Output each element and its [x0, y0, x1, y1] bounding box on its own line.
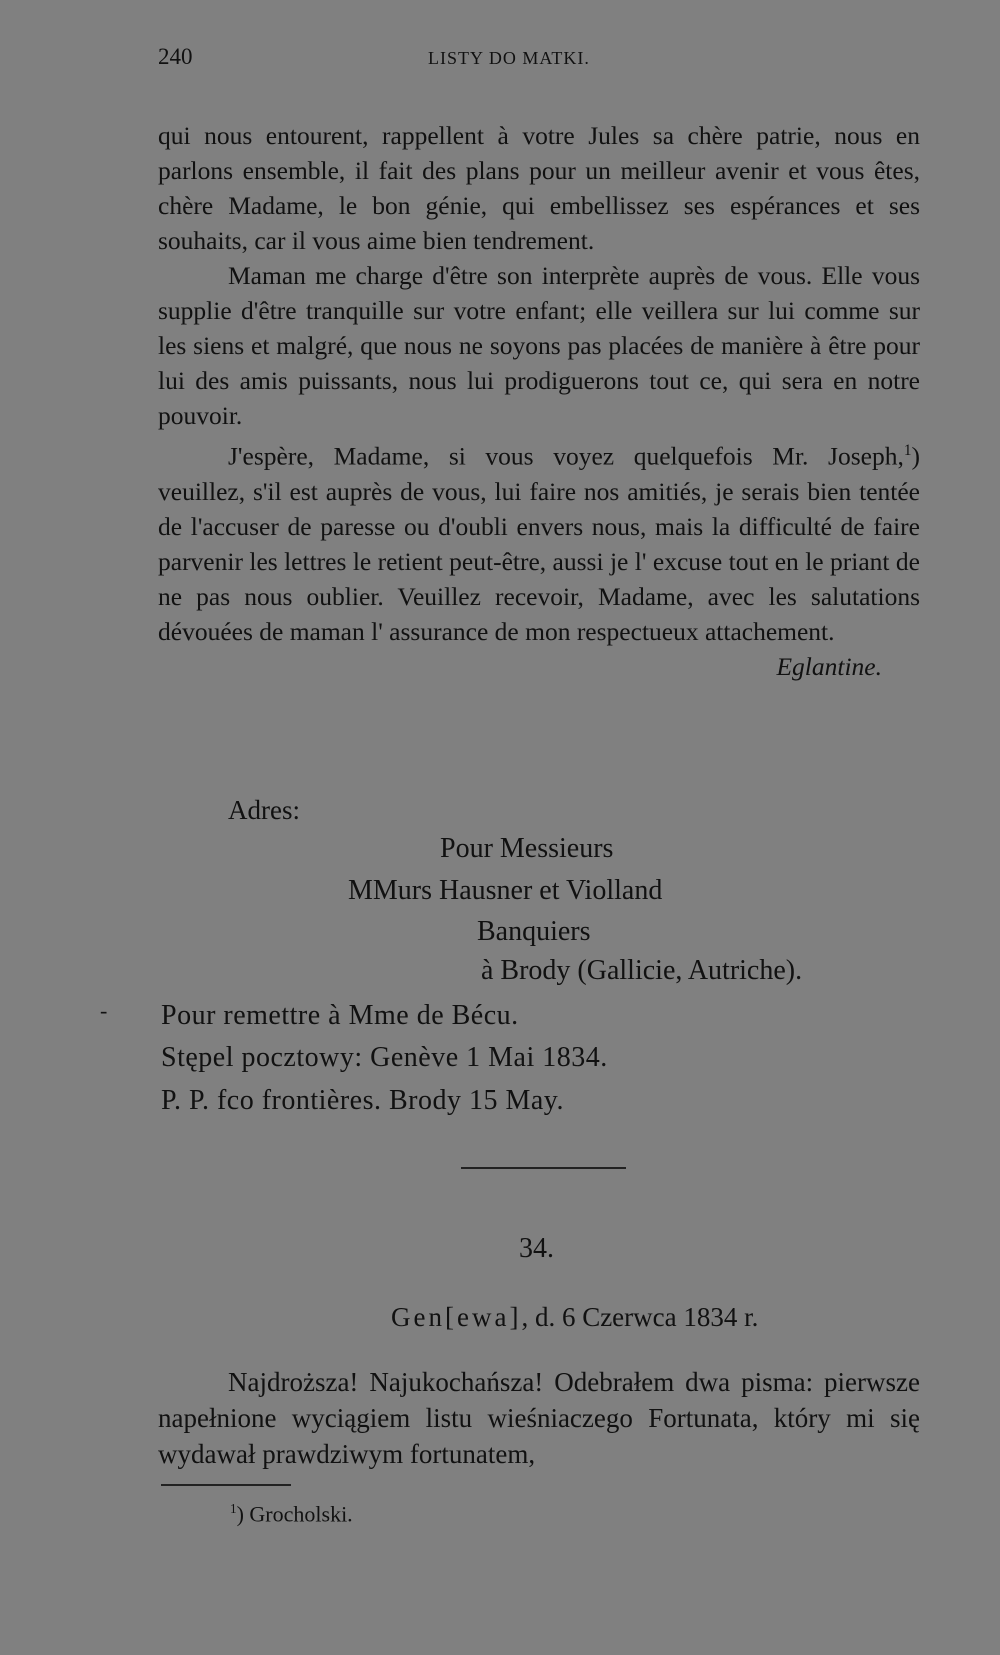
page-number: 240: [158, 44, 193, 69]
footnote-rule: [161, 1484, 291, 1486]
postal-note: P. P. fco frontières. Brody 15 May.: [161, 1085, 564, 1116]
footnote-number: 1: [230, 1501, 237, 1516]
dateline-place: Gen[ewa]: [391, 1302, 522, 1332]
letter-number: 34.: [519, 1233, 554, 1264]
paragraph-3-start: J'espère, Madame, si vous voyez quelquefois Mr. Joseph,: [228, 441, 904, 471]
signature: Eglantine.: [776, 651, 882, 681]
postal-note: Stępel pocztowy: Genève 1 Mai 1834.: [161, 1042, 608, 1073]
paragraph-2: Maman me charge d'être son interprète auprès de vous. Elle vous supplie d'être tranquille sur votre enfant; elle veillera sur lui comme sur les siens et malgré, que nous ne soyons pas placées de manière à être pour lui des amis puissants, nous lui prodiguerons tout ce, qui sera en notre pouvoir.: [158, 261, 920, 430]
paragraph-next: Najdroższa! Najukochańsza! Odebrałem dwa pisma: pierwsze napełnione wyciągiem listu wieśniaczego Fortunata, który mi się wydawał prawdziwym fortunatem,: [158, 1367, 920, 1469]
footnote: [230, 1501, 353, 1527]
paragraph-3-end: ) veuillez, s'il est auprès de vous, lui faire nos amitiés, je serais bien tentée de l'accuser de paresse ou d'oubli envers nous, mais la difficulté de faire parvenir les lettres le retient peut-être, aussi je l' excuse tout en le priant de ne pas nous oublier. Veuillez recevoir, Madame, avec les salutations dévouées de maman l' assurance de mon respectueux attachement.: [158, 441, 920, 646]
running-title: LISTY DO MATKI.: [428, 48, 590, 68]
paragraph-3: [158, 433, 920, 681]
margin-dash: -: [100, 998, 108, 1023]
footnote-reference: 1: [903, 442, 912, 459]
address-line: Pour Messieurs: [440, 833, 614, 864]
letter-body-next: [158, 1364, 920, 1472]
postal-note: Pour remettre à Mme de Bécu.: [161, 1000, 519, 1031]
address-line: MMurs Hausner et Violland: [348, 875, 663, 906]
address-line: à Brody (Gallicie, Autriche).: [481, 955, 803, 986]
letter-body: [158, 118, 920, 684]
section-separator: [461, 1167, 626, 1169]
dateline-date: , d. 6 Czerwca 1834 r.: [521, 1302, 759, 1332]
address-line: Banquiers: [477, 916, 591, 947]
paragraph-1: qui nous entourent, rappellent à votre Jules sa chère patrie, nous en parlons ensemble, il fait des plans pour un meilleur avenir et vous êtes, chère Madame, le bon génie, qui embellissez ses espérances et ses souhaits, car il vous aime bien tendrement.: [158, 121, 920, 255]
footnote-text: ) Grocholski.: [236, 1501, 353, 1527]
address-label: Adres:: [228, 795, 300, 825]
letter-dateline: [391, 1302, 758, 1333]
running-head: [158, 44, 918, 74]
